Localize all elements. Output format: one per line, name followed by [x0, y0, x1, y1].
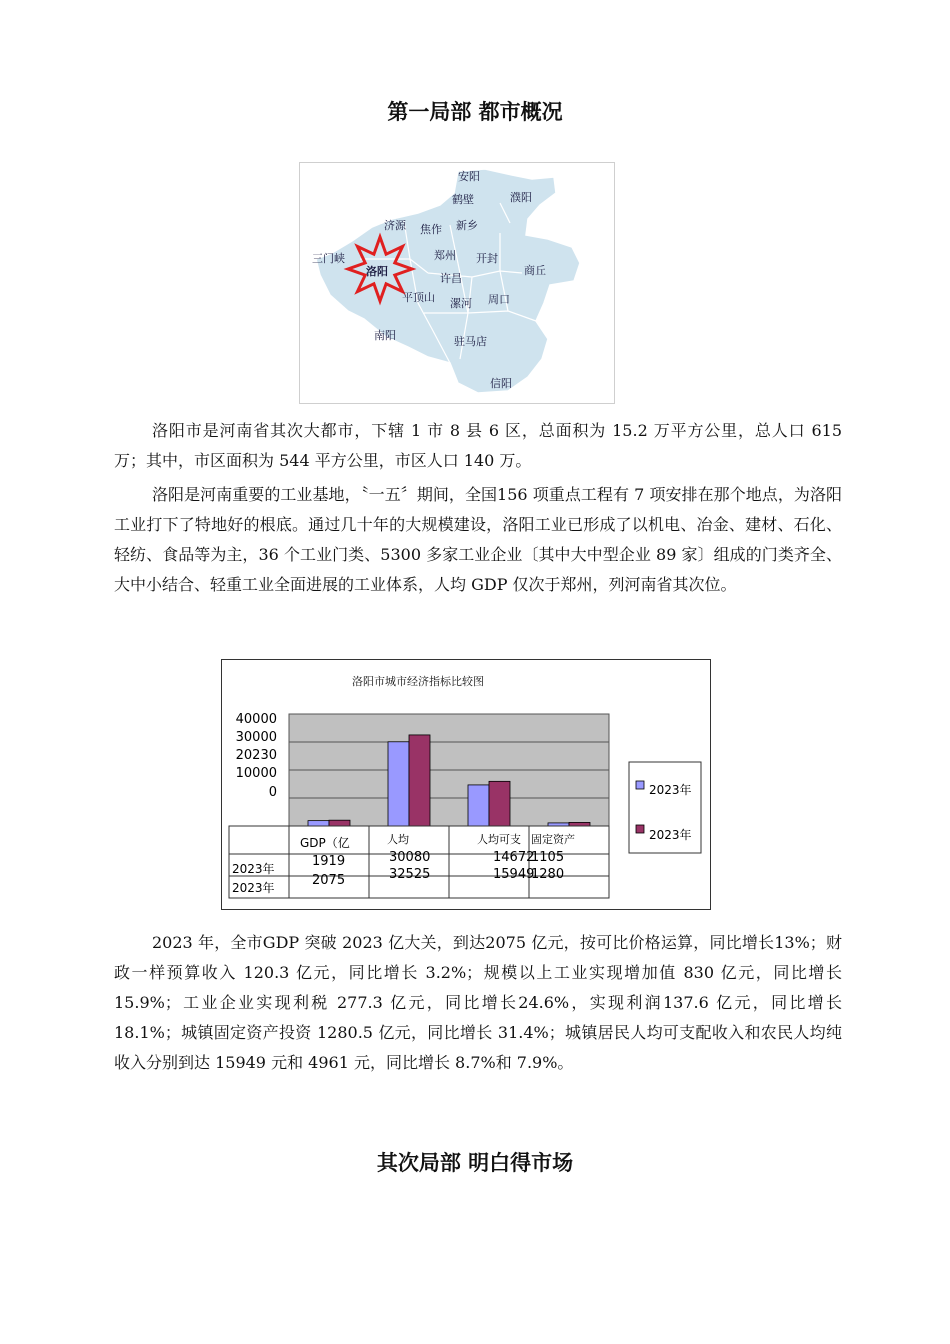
table-cell: 15949 [493, 867, 535, 882]
y-tick-label: 10000 [235, 766, 277, 781]
x-category-label: 人均可支 [477, 833, 521, 846]
map-label-11: 许昌 [440, 272, 462, 285]
map-label-7: 洛阳 [366, 265, 388, 278]
y-tick-label: 40000 [235, 712, 277, 727]
table-cell: 1105 [531, 850, 565, 865]
x-category-label: 人均 [387, 833, 409, 846]
table-cell: 1280 [531, 867, 565, 882]
bar-series-1-cat-0 [329, 820, 350, 826]
legend-label-1: 2023年 [649, 828, 692, 842]
table-row-label: 2023年 [232, 881, 275, 895]
section-heading-2: 其次局部 明白得市场 [376, 1151, 574, 1175]
section-heading-1: 第一局部 都市概况 [387, 100, 563, 124]
map-label-2: 濮阳 [510, 191, 532, 204]
table-cell: 32525 [389, 867, 431, 882]
y-tick-label: 20230 [235, 748, 277, 763]
map-label-17: 信阳 [490, 377, 512, 390]
table-cell: 1919 [312, 854, 346, 869]
chart-title: 洛阳市城市经济指标比较图 [352, 675, 484, 688]
x-category-label: 固定资产 [531, 833, 575, 846]
map-label-16: 驻马店 [454, 335, 487, 348]
bar-series-1-cat-3 [569, 822, 590, 826]
map-label-13: 漯河 [450, 297, 472, 310]
table-cell: 2075 [312, 873, 346, 888]
map-label-9: 开封 [476, 252, 498, 265]
economy-chart [221, 659, 711, 910]
map-label-1: 鹤壁 [452, 193, 474, 206]
table-cell: 30080 [389, 850, 431, 865]
bar-series-1-cat-1 [409, 735, 430, 826]
map-label-14: 周口 [488, 293, 510, 306]
map-label-10: 商丘 [524, 264, 546, 277]
map-label-15: 南阳 [374, 329, 396, 342]
map-label-5: 新乡 [456, 219, 478, 232]
map-label-4: 焦作 [420, 223, 442, 236]
legend-label-0: 2023年 [649, 783, 692, 797]
paragraph-1: 洛阳市是河南省其次大都市，下辖 1 市 8 县 6 区，总面积为 15.2 万平方公里，总人口 615 万；其中，市区面积为 544 平方公里，市区人口 140 万。 [114, 421, 842, 470]
map-label-8: 郑州 [434, 249, 456, 262]
bar-series-0-cat-2 [468, 785, 489, 826]
bar-series-0-cat-0 [308, 821, 329, 826]
map-label-12: 平顶山 [402, 291, 435, 304]
map-label-0: 安阳 [458, 170, 480, 183]
legend-swatch-1 [636, 825, 644, 833]
paragraph-2: 洛阳是河南重要的工业基地，〝一五〞期间，全国156 项重点工程有 7 项安排在那个地点，为洛阳工业打下了特地好的根底。通过几十年的大规模建设，洛阳工业已形成了以机电、冶金、建材、石化、轻纺、食品等为主，36 个工业门类、5300 多家工业企业〔其中大中型企业 89 家〕组成的门类齐全、大中小结合、轻重工业全面进展的工业体系，人均 GDP 仅次于郑州，列河南省其次位。 [114, 485, 842, 594]
bar-series-0-cat-1 [388, 742, 409, 826]
map-label-3: 济源 [384, 219, 406, 232]
y-tick-label: 30000 [235, 730, 277, 745]
table-cell: 14672 [493, 850, 535, 865]
table-row-label: 2023年 [232, 862, 275, 876]
map-label-6: 三门峡 [312, 252, 345, 265]
y-tick-label: 0 [268, 785, 277, 800]
x-category-label: GDP（亿 [300, 836, 350, 850]
henan-map [299, 162, 615, 404]
legend-swatch-0 [636, 781, 644, 789]
paragraph-3: 2023 年，全市GDP 突破 2023 亿大关，到达2075 亿元，按可比价格运算，同比增长13%；财政一样预算收入 120.3 亿元，同比增长 3.2%；规模以上工业实现增加值 830 亿元，同比增长15.9%；工业企业实现利税 277.3 亿元，同比增长24.6%，实现利润137.6 亿元，同比增长 18.1%；城镇固定资产投资 1280.5 亿元，同比增长 31.4%；城镇居民人均可支配收入和农民人均纯收入分别到达 15949 元和 4961 元，同比增长 8.7%和 7.9%。 [114, 933, 842, 1072]
bar-series-1-cat-2 [489, 781, 510, 826]
